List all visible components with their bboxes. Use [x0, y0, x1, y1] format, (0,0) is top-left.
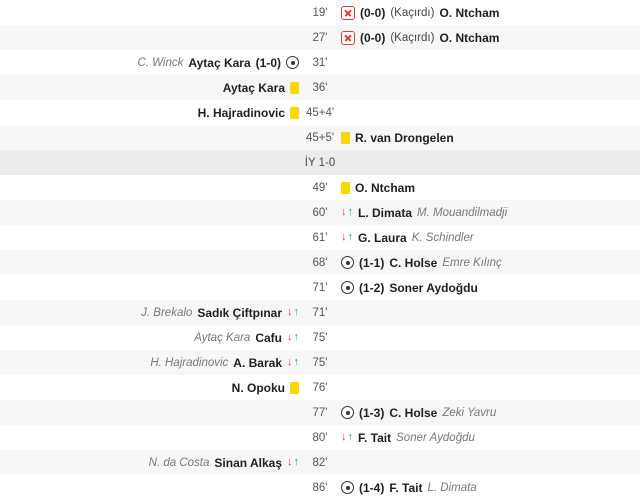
home-side-cell: [0, 81, 305, 95]
event-secondary-player: J. Brekalo: [141, 306, 193, 319]
home-side-cell: [0, 331, 305, 345]
timeline-event-row: [0, 300, 640, 325]
yellow-card-icon: [290, 82, 299, 94]
away-side-cell: [335, 406, 640, 420]
event-score: (1-1): [359, 255, 385, 270]
timeline-event-row: [0, 400, 640, 425]
away-side-cell: [335, 6, 640, 20]
event-minute: 49': [312, 181, 328, 194]
home-side-cell: [0, 456, 305, 470]
timeline-event-row: [0, 0, 640, 25]
event-player-name: F. Tait: [389, 480, 423, 495]
timeline-event-row: [0, 200, 640, 225]
timeline-event-row: [0, 125, 640, 150]
event-minute: 71': [312, 306, 328, 319]
event-player-name: F. Tait: [358, 430, 392, 445]
timeline-event-row: [0, 100, 640, 125]
event-score: (1-3): [359, 405, 385, 420]
event-player-name: Sinan Alkaş: [214, 455, 282, 470]
event-minute: 71': [312, 281, 328, 294]
event-player-name: A. Barak: [233, 355, 282, 370]
event-note: (Kaçırdı): [390, 31, 435, 44]
substitution-icon: ↓ ↑: [341, 231, 353, 243]
event-minute: 68': [312, 256, 328, 269]
halftime-score-label: İY 1-0: [304, 156, 336, 169]
event-note: (Kaçırdı): [390, 6, 435, 19]
event-secondary-player: N. da Costa: [148, 456, 210, 469]
event-minute: 36': [312, 81, 328, 94]
timeline-event-row: [0, 75, 640, 100]
home-side-cell: [0, 381, 305, 395]
yellow-card-icon: [341, 132, 350, 144]
timeline-event-row: [0, 475, 640, 500]
event-player-name: H. Hajradinovic: [197, 105, 285, 120]
away-side-cell: [335, 481, 640, 495]
home-side-cell: [0, 56, 305, 70]
event-minute: 86': [312, 481, 328, 494]
timeline-event-row: [0, 350, 640, 375]
away-side-cell: [335, 31, 640, 45]
timeline-event-row: [0, 325, 640, 350]
event-player-name: O. Ntcham: [439, 30, 500, 45]
substitution-icon: ↓ ↑: [287, 456, 299, 468]
event-minute: 82': [312, 456, 328, 469]
substitution-icon: ↓ ↑: [287, 306, 299, 318]
event-minute: 77': [312, 406, 328, 419]
event-player-name: N. Opoku: [231, 380, 285, 395]
timeline-event-row: [0, 275, 640, 300]
event-secondary-player: Soner Aydoğdu: [396, 431, 475, 444]
event-secondary-player: M. Mouandilmadji: [417, 206, 508, 219]
event-score: (1-4): [359, 480, 385, 495]
event-player-name: G. Laura: [358, 230, 407, 245]
yellow-card-icon: [290, 107, 299, 119]
event-player-name: Soner Aydoğdu: [389, 280, 478, 295]
timeline-event-row: [0, 250, 640, 275]
event-minute: 75': [312, 356, 328, 369]
away-side-cell: [335, 206, 640, 220]
missed-penalty-icon: [341, 6, 355, 20]
timeline-event-row: [0, 425, 640, 450]
event-player-name: Aytaç Kara: [222, 80, 285, 95]
event-player-name: Sadık Çiftpınar: [197, 305, 282, 320]
goal-ball-icon: [341, 406, 354, 419]
event-secondary-player: Zeki Yavru: [442, 406, 497, 419]
goal-ball-icon: [341, 481, 354, 494]
event-player-name: C. Holse: [389, 255, 438, 270]
substitution-icon: ↓ ↑: [287, 331, 299, 343]
event-minute: 61': [312, 231, 328, 244]
goal-ball-icon: [341, 281, 354, 294]
timeline-event-row: [0, 175, 640, 200]
timeline-event-row: [0, 450, 640, 475]
event-player-name: R. van Drongelen: [355, 130, 454, 145]
timeline-event-row: [0, 50, 640, 75]
event-minute: 27': [312, 31, 328, 44]
event-player-name: Cafu: [255, 330, 282, 345]
event-score: (0-0): [360, 5, 386, 20]
away-side-cell: [335, 431, 640, 445]
event-player-name: Aytaç Kara: [188, 55, 251, 70]
home-side-cell: [0, 356, 305, 370]
event-score: (1-0): [255, 55, 281, 70]
event-minute: 60': [312, 206, 328, 219]
event-player-name: O. Ntcham: [355, 180, 416, 195]
event-secondary-player: Aytaç Kara: [194, 331, 251, 344]
event-player-name: C. Holse: [389, 405, 438, 420]
missed-penalty-icon: [341, 31, 355, 45]
substitution-icon: ↓ ↑: [341, 431, 353, 443]
away-side-cell: [335, 181, 640, 195]
away-side-cell: [335, 131, 640, 145]
timeline-event-row: [0, 25, 640, 50]
yellow-card-icon: [290, 382, 299, 394]
event-minute: 76': [312, 381, 328, 394]
home-side-cell: [0, 106, 305, 120]
event-secondary-player: K. Schindler: [411, 231, 474, 244]
event-secondary-player: L. Dimata: [427, 481, 477, 494]
event-minute: 19': [312, 6, 328, 19]
event-secondary-player: Emre Kılınç: [442, 256, 502, 269]
event-secondary-player: C. Winck: [137, 56, 184, 69]
away-side-cell: [335, 231, 640, 245]
substitution-icon: ↓ ↑: [287, 356, 299, 368]
goal-ball-icon: [341, 256, 354, 269]
away-side-cell: [335, 256, 640, 270]
timeline-event-row: [0, 375, 640, 400]
event-secondary-player: H. Hajradinovic: [150, 356, 229, 369]
event-player-name: O. Ntcham: [439, 5, 500, 20]
home-side-cell: [0, 306, 305, 320]
event-minute: 45+5': [305, 131, 335, 144]
substitution-icon: ↓ ↑: [341, 206, 353, 218]
event-minute: 31': [312, 56, 328, 69]
event-minute: 45+4': [305, 106, 335, 119]
event-score: (0-0): [360, 30, 386, 45]
event-minute: 80': [312, 431, 328, 444]
event-score: (1-2): [359, 280, 385, 295]
yellow-card-icon: [341, 182, 350, 194]
goal-ball-icon: [286, 56, 299, 69]
timeline-event-row: [0, 225, 640, 250]
away-side-cell: [335, 281, 640, 295]
event-minute: 75': [312, 331, 328, 344]
halftime-divider: [0, 150, 640, 175]
event-player-name: L. Dimata: [358, 205, 413, 220]
